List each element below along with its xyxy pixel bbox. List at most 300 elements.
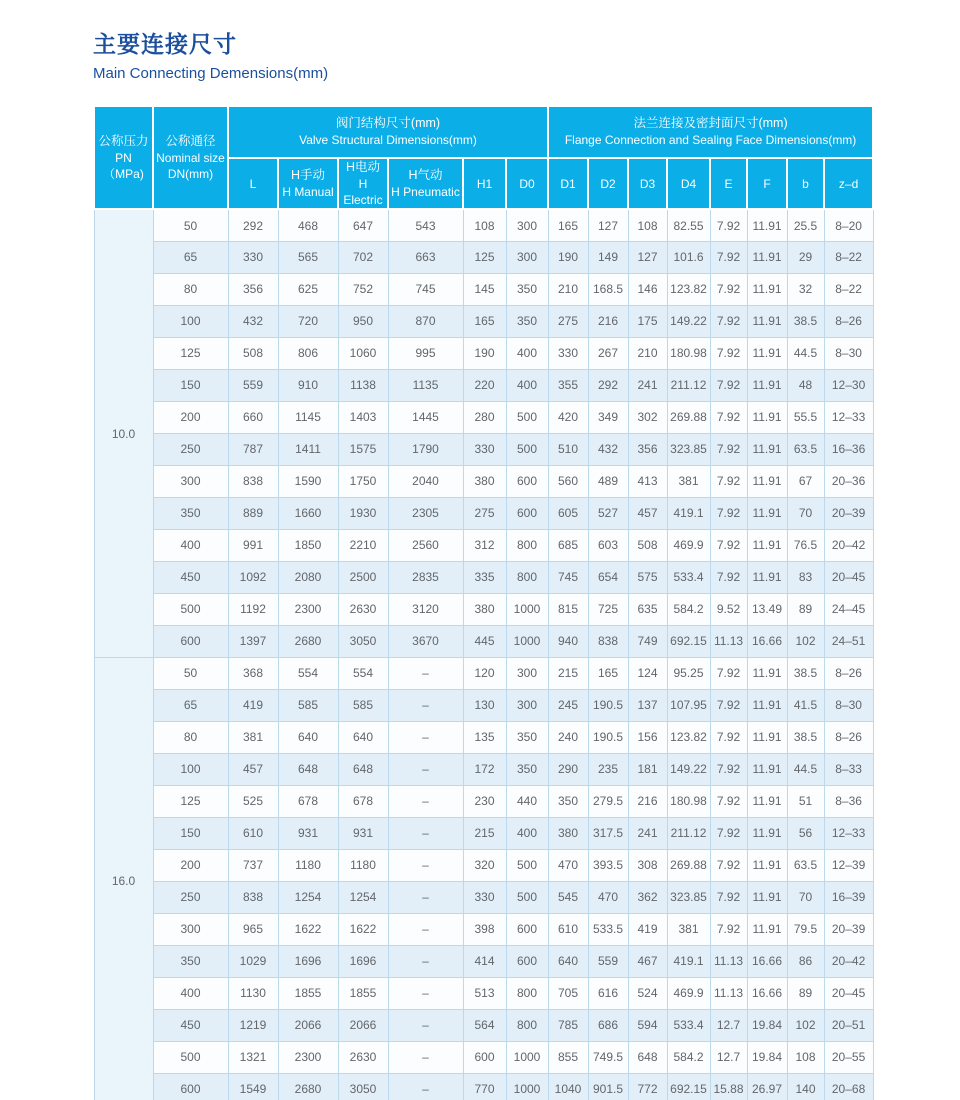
dn-cell: 350 [153, 945, 228, 977]
table-cell: 950 [338, 305, 388, 337]
table-cell: 838 [588, 625, 628, 657]
header-row-groups [94, 106, 873, 158]
table-cell: 2080 [278, 561, 338, 593]
table-cell: 11.91 [747, 401, 787, 433]
table-cell: 7.92 [710, 273, 747, 305]
table-cell: 335 [463, 561, 506, 593]
table-cell: – [388, 945, 463, 977]
table-row [94, 1041, 873, 1073]
table-row [94, 721, 873, 753]
dn-cell: 350 [153, 497, 228, 529]
table-cell: 12–30 [824, 369, 873, 401]
table-cell: 11.91 [747, 753, 787, 785]
table-cell: 11.91 [747, 881, 787, 913]
table-cell: 2300 [278, 593, 338, 625]
dn-cell: 80 [153, 721, 228, 753]
table-cell: 419 [228, 689, 278, 721]
table-cell: – [388, 657, 463, 689]
table-row [94, 561, 873, 593]
table-cell: 241 [628, 817, 667, 849]
header-col-d2: D2 [588, 158, 628, 209]
dimensions-table [93, 105, 874, 1100]
table-cell: 663 [388, 241, 463, 273]
table-cell: 468 [278, 209, 338, 241]
table-cell: 785 [548, 1009, 588, 1041]
dn-cell: 250 [153, 433, 228, 465]
table-cell: 838 [228, 465, 278, 497]
table-cell: 63.5 [787, 433, 824, 465]
table-cell: 11.91 [747, 689, 787, 721]
table-cell: 564 [463, 1009, 506, 1041]
table-cell: 41.5 [787, 689, 824, 721]
table-cell: 172 [463, 753, 506, 785]
header-valve-group [228, 106, 548, 158]
table-cell: 7.92 [710, 785, 747, 817]
table-cell: 11.13 [710, 977, 747, 1009]
table-cell: 525 [228, 785, 278, 817]
table-cell: 230 [463, 785, 506, 817]
table-cell: 211.12 [667, 817, 710, 849]
content-area [93, 26, 872, 1100]
table-cell: 190 [463, 337, 506, 369]
table-cell: 995 [388, 337, 463, 369]
table-cell: 500 [506, 849, 548, 881]
table-cell: 123.82 [667, 273, 710, 305]
table-cell: 146 [628, 273, 667, 305]
table-cell: 302 [628, 401, 667, 433]
table-cell: 125 [463, 241, 506, 273]
table-cell: 469.9 [667, 977, 710, 1009]
table-row [94, 1073, 873, 1100]
table-cell: 420 [548, 401, 588, 433]
table-cell: 349 [588, 401, 628, 433]
table-cell: 413 [628, 465, 667, 497]
table-cell: 2040 [388, 465, 463, 497]
table-cell: 1138 [338, 369, 388, 401]
table-cell: 323.85 [667, 881, 710, 913]
table-cell: 991 [228, 529, 278, 561]
table-row [94, 593, 873, 625]
table-cell: 752 [338, 273, 388, 305]
table-cell: 1000 [506, 1073, 548, 1100]
table-cell: 38.5 [787, 657, 824, 689]
table-cell: 8–30 [824, 689, 873, 721]
table-cell: 686 [588, 1009, 628, 1041]
table-cell: 749 [628, 625, 667, 657]
table-cell: 1790 [388, 433, 463, 465]
table-cell: 1696 [278, 945, 338, 977]
table-cell: 350 [506, 305, 548, 337]
table-cell: 7.92 [710, 913, 747, 945]
table-cell: 211.12 [667, 369, 710, 401]
table-cell: 8–20 [824, 209, 873, 241]
table-cell: 355 [548, 369, 588, 401]
table-cell: 725 [588, 593, 628, 625]
dn-cell: 600 [153, 625, 228, 657]
table-cell: 470 [548, 849, 588, 881]
table-cell: – [388, 881, 463, 913]
table-cell: 400 [506, 337, 548, 369]
table-cell: 610 [548, 913, 588, 945]
table-cell: 381 [667, 465, 710, 497]
table-cell: 7.92 [710, 337, 747, 369]
dn-cell: 65 [153, 241, 228, 273]
table-cell: 26.97 [747, 1073, 787, 1100]
table-cell: 51 [787, 785, 824, 817]
header-pn [94, 106, 153, 209]
table-cell: 11.91 [747, 337, 787, 369]
table-cell: 24–51 [824, 625, 873, 657]
table-cell: 180.98 [667, 337, 710, 369]
table-cell: 8–22 [824, 241, 873, 273]
table-cell: 11.91 [747, 817, 787, 849]
table-cell: 79.5 [787, 913, 824, 945]
table-cell: 513 [463, 977, 506, 1009]
table-cell: 82.55 [667, 209, 710, 241]
table-cell: 55.5 [787, 401, 824, 433]
table-cell: 19.84 [747, 1009, 787, 1041]
table-cell: 190 [548, 241, 588, 273]
table-cell: 350 [506, 273, 548, 305]
table-cell: 11.91 [747, 209, 787, 241]
table-cell: 216 [628, 785, 667, 817]
table-cell: 1219 [228, 1009, 278, 1041]
table-cell: 2066 [338, 1009, 388, 1041]
table-cell: 1660 [278, 497, 338, 529]
table-cell: 11.91 [747, 785, 787, 817]
table-cell: 510 [548, 433, 588, 465]
table-cell: 2560 [388, 529, 463, 561]
table-cell: 554 [278, 657, 338, 689]
table-cell: 8–36 [824, 785, 873, 817]
table-cell: 600 [506, 497, 548, 529]
table-cell: 772 [628, 1073, 667, 1100]
table-cell: 12.7 [710, 1041, 747, 1073]
header-col-b: b [787, 158, 824, 209]
table-cell: 469.9 [667, 529, 710, 561]
table-cell: 20–45 [824, 977, 873, 1009]
dn-cell: 300 [153, 913, 228, 945]
header-dn-en2: DN(mm) [167, 167, 214, 182]
table-cell: 16.66 [747, 625, 787, 657]
table-cell: 7.92 [710, 849, 747, 881]
table-cell: 67 [787, 465, 824, 497]
table-cell: 190.5 [588, 721, 628, 753]
table-cell: 603 [588, 529, 628, 561]
table-cell: 63.5 [787, 849, 824, 881]
table-cell: 7.92 [710, 433, 747, 465]
table-cell: 16.66 [747, 977, 787, 1009]
table-cell: 1254 [278, 881, 338, 913]
table-cell: 240 [548, 721, 588, 753]
table-cell: 8–26 [824, 657, 873, 689]
table-cell: – [388, 977, 463, 1009]
table-cell: 1850 [278, 529, 338, 561]
header-pn-zh: 公称压力 [98, 134, 149, 148]
table-cell: 11.91 [747, 273, 787, 305]
table-cell: 398 [463, 913, 506, 945]
table-cell: 7.92 [710, 465, 747, 497]
table-cell: 800 [506, 1009, 548, 1041]
table-cell: 705 [548, 977, 588, 1009]
dn-cell: 500 [153, 593, 228, 625]
table-cell: 584.2 [667, 593, 710, 625]
table-cell: 317.5 [588, 817, 628, 849]
table-cell: 12.7 [710, 1009, 747, 1041]
table-cell: 647 [338, 209, 388, 241]
table-cell: 543 [388, 209, 463, 241]
table-cell: 640 [278, 721, 338, 753]
table-cell: 745 [388, 273, 463, 305]
table-cell: 102 [787, 625, 824, 657]
table-row [94, 625, 873, 657]
table-cell: 44.5 [787, 753, 824, 785]
table-cell: 11.91 [747, 433, 787, 465]
header-col-d4: D4 [667, 158, 710, 209]
table-cell: 1180 [278, 849, 338, 881]
table-cell: 7.92 [710, 817, 747, 849]
table-cell: 1397 [228, 625, 278, 657]
header-flange-group [548, 106, 873, 158]
table-row [94, 817, 873, 849]
dn-cell: 100 [153, 305, 228, 337]
table-cell: 584.2 [667, 1041, 710, 1073]
table-cell: 280 [463, 401, 506, 433]
table-cell: 787 [228, 433, 278, 465]
table-cell: 625 [278, 273, 338, 305]
table-row [94, 785, 873, 817]
dn-cell: 450 [153, 1009, 228, 1041]
table-cell: 13.49 [747, 593, 787, 625]
table-cell: 749.5 [588, 1041, 628, 1073]
table-cell: 89 [787, 977, 824, 1009]
table-row [94, 753, 873, 785]
table-cell: 380 [463, 593, 506, 625]
table-cell: 11.91 [747, 369, 787, 401]
table-cell: 269.88 [667, 401, 710, 433]
table-cell: 678 [338, 785, 388, 817]
table-cell: 1000 [506, 1041, 548, 1073]
table-cell: 2210 [338, 529, 388, 561]
table-cell: 648 [338, 753, 388, 785]
table-cell: 720 [278, 305, 338, 337]
dn-cell: 150 [153, 369, 228, 401]
table-row [94, 657, 873, 689]
table-cell: 11.91 [747, 849, 787, 881]
table-cell: 70 [787, 497, 824, 529]
table-cell: 149 [588, 241, 628, 273]
table-cell: 11.91 [747, 721, 787, 753]
table-row [94, 305, 873, 337]
header-valve-group-zh: 阀门结构尺寸(mm) [335, 116, 441, 131]
table-cell: 600 [506, 945, 548, 977]
table-cell: 7.92 [710, 209, 747, 241]
table-cell: 356 [628, 433, 667, 465]
table-row [94, 689, 873, 721]
table-cell: 524 [628, 977, 667, 1009]
table-cell: 685 [548, 529, 588, 561]
table-cell: 279.5 [588, 785, 628, 817]
table-cell: 181 [628, 753, 667, 785]
table-cell: 965 [228, 913, 278, 945]
table-cell: 470 [588, 881, 628, 913]
pn-group-cell-10.0: 10.0 [94, 209, 153, 657]
table-cell: 533.4 [667, 561, 710, 593]
table-cell: 215 [548, 657, 588, 689]
table-cell: 2680 [278, 625, 338, 657]
table-row [94, 881, 873, 913]
table-cell: 180.98 [667, 785, 710, 817]
table-cell: 102 [787, 1009, 824, 1041]
table-cell: 275 [548, 305, 588, 337]
table-cell: 2630 [338, 1041, 388, 1073]
table-cell: 600 [506, 465, 548, 497]
table-cell: 7.92 [710, 753, 747, 785]
table-cell: – [388, 849, 463, 881]
header-flange-group-zh: 法兰连接及密封面尺寸(mm) [633, 116, 788, 131]
table-cell: 702 [338, 241, 388, 273]
table-cell: 290 [548, 753, 588, 785]
table-cell: 24–45 [824, 593, 873, 625]
table-cell: 70 [787, 881, 824, 913]
table-cell: 123.82 [667, 721, 710, 753]
table-cell: 1192 [228, 593, 278, 625]
table-cell: 11.91 [747, 657, 787, 689]
table-cell: 7.92 [710, 305, 747, 337]
table-cell: 149.22 [667, 305, 710, 337]
table-cell: 870 [388, 305, 463, 337]
table-cell: 7.92 [710, 241, 747, 273]
table-cell: 20–68 [824, 1073, 873, 1100]
table-cell: 330 [463, 881, 506, 913]
table-cell: 350 [548, 785, 588, 817]
table-row [94, 977, 873, 1009]
dn-cell: 450 [153, 561, 228, 593]
table-cell: 300 [506, 241, 548, 273]
table-cell: 2300 [278, 1041, 338, 1073]
table-cell: 1855 [278, 977, 338, 1009]
table-cell: 312 [463, 529, 506, 561]
table-cell: 7.92 [710, 401, 747, 433]
table-cell: 7.92 [710, 881, 747, 913]
table-cell: 235 [588, 753, 628, 785]
table-row [94, 433, 873, 465]
table-cell: 108 [463, 209, 506, 241]
table-cell: 2305 [388, 497, 463, 529]
table-cell: 140 [787, 1073, 824, 1100]
table-cell: 931 [338, 817, 388, 849]
dn-cell: 100 [153, 753, 228, 785]
table-cell: 432 [228, 305, 278, 337]
table-cell: 559 [228, 369, 278, 401]
dn-cell: 400 [153, 977, 228, 1009]
table-cell: 640 [338, 721, 388, 753]
table-row [94, 849, 873, 881]
table-cell: 11.13 [710, 625, 747, 657]
table-cell: 190.5 [588, 689, 628, 721]
table-cell: 95.25 [667, 657, 710, 689]
table-cell: 594 [628, 1009, 667, 1041]
table-cell: 457 [228, 753, 278, 785]
header-col-h1: H1 [463, 158, 506, 209]
table-cell: 210 [548, 273, 588, 305]
table-cell: 1060 [338, 337, 388, 369]
table-body [94, 209, 873, 1100]
header-col-d0: D0 [506, 158, 548, 209]
table-cell: 1029 [228, 945, 278, 977]
table-cell: 616 [588, 977, 628, 1009]
header-col-h-electric: H电动 H Electric [338, 158, 388, 209]
table-cell: 940 [548, 625, 588, 657]
table-cell: 432 [588, 433, 628, 465]
header-pn-en: PN（MPa) [103, 150, 144, 182]
dn-cell: 200 [153, 401, 228, 433]
table-cell: 7.92 [710, 497, 747, 529]
header-col-l: L [228, 158, 278, 209]
table-cell: 565 [278, 241, 338, 273]
table-cell: 445 [463, 625, 506, 657]
table-cell: 12–39 [824, 849, 873, 881]
table-cell: 1403 [338, 401, 388, 433]
table-cell: 1930 [338, 497, 388, 529]
table-cell: 56 [787, 817, 824, 849]
table-cell: 2630 [338, 593, 388, 625]
table-cell: – [388, 1073, 463, 1100]
table-row [94, 945, 873, 977]
table-cell: 1092 [228, 561, 278, 593]
table-cell: 745 [548, 561, 588, 593]
table-cell: 48 [787, 369, 824, 401]
table-cell: – [388, 817, 463, 849]
table-cell: 7.92 [710, 369, 747, 401]
table-row [94, 369, 873, 401]
table-cell: 800 [506, 977, 548, 1009]
table-cell: 137 [628, 689, 667, 721]
table-cell: 135 [463, 721, 506, 753]
header-col-d3: D3 [628, 158, 667, 209]
table-cell: 38.5 [787, 305, 824, 337]
table-cell: 800 [506, 529, 548, 561]
table-cell: 8–30 [824, 337, 873, 369]
table-cell: 20–45 [824, 561, 873, 593]
table-cell: 165 [463, 305, 506, 337]
table-cell: 101.6 [667, 241, 710, 273]
table-cell: – [388, 689, 463, 721]
table-cell: 1575 [338, 433, 388, 465]
table-cell: 2500 [338, 561, 388, 593]
table-row [94, 1009, 873, 1041]
table-cell: 20–42 [824, 945, 873, 977]
table-cell: 1000 [506, 593, 548, 625]
table-cell: 127 [628, 241, 667, 273]
table-cell: 678 [278, 785, 338, 817]
table-cell: 1622 [278, 913, 338, 945]
table-cell: 400 [506, 369, 548, 401]
dn-cell: 65 [153, 689, 228, 721]
table-cell: 575 [628, 561, 667, 593]
table-cell: 889 [228, 497, 278, 529]
table-cell: 245 [548, 689, 588, 721]
table-cell: 292 [228, 209, 278, 241]
table-cell: 362 [628, 881, 667, 913]
table-cell: 393.5 [588, 849, 628, 881]
table-cell: 20–42 [824, 529, 873, 561]
table-cell: 635 [628, 593, 667, 625]
table-cell: 89 [787, 593, 824, 625]
table-cell: 1254 [338, 881, 388, 913]
header-valve-group-en: Valve Structural Dimensions(mm) [299, 133, 477, 148]
header-col-zd: z–d [824, 158, 873, 209]
